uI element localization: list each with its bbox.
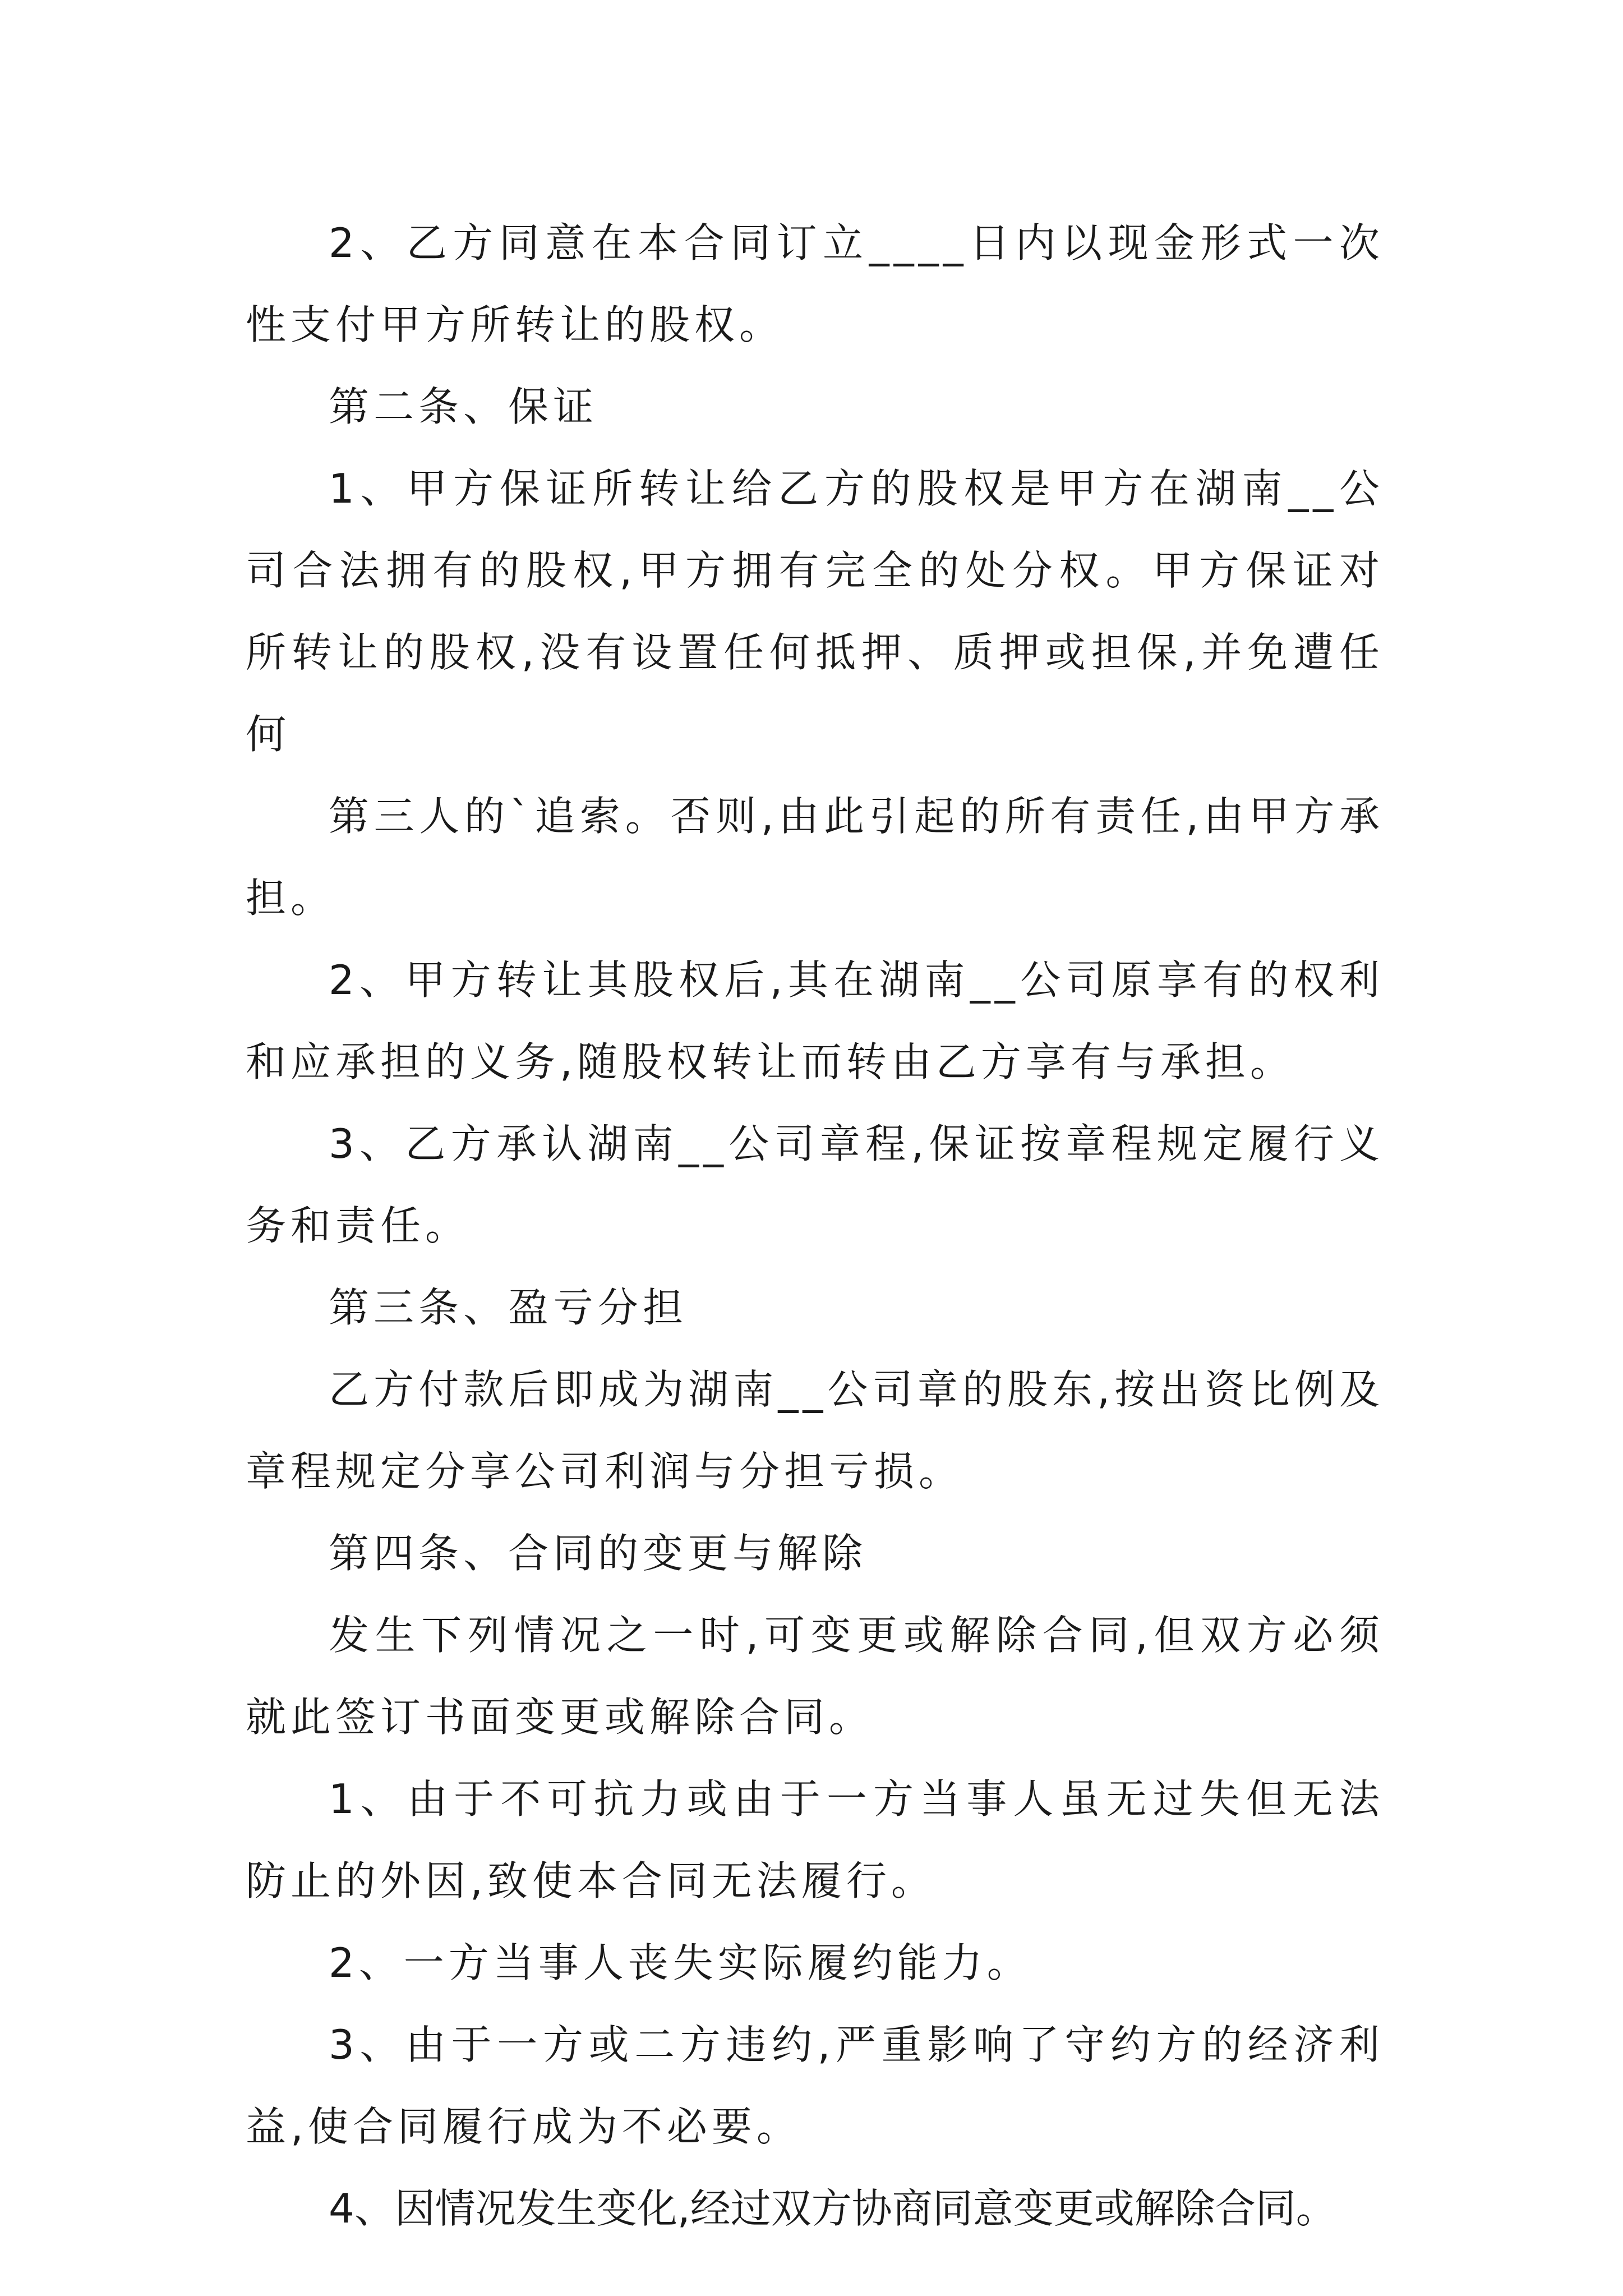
paragraph-modification-intro: 发生下列情况之一时,可变更或解除合同,但双方必须就此签订书面变更或解除合同。	[246, 1612, 1384, 1741]
paragraph-guarantee-3: 3、乙方承认湖南__公司章程,保证按章程规定履行义务和责任。	[246, 1120, 1384, 1249]
paragraph-third-party-claims: 第三人的`追索。否则,由此引起的所有责任,由甲方承担。	[246, 793, 1384, 922]
paragraph-guarantee-1: 1、甲方保证所转让给乙方的股权是甲方在湖南__公司合法拥有的股权,甲方拥有完全的处分权。甲方保证对所转让的股权,没有设置任何抵押、质押或担保,并免遭任何	[246, 465, 1384, 758]
paragraph-modification-4: 4、因情况发生变化,经过双方协商同意变更或解除合同。	[329, 2185, 1336, 2232]
paragraph-payment-terms: 2、乙方同意在本合同订立____日内以现金形式一次性支付甲方所转让的股权。	[246, 219, 1384, 348]
section-heading-modification: 第四条、合同的变更与解除	[329, 1530, 868, 1577]
document-body	[246, 202, 1384, 2249]
paragraph-profit-loss: 乙方付款后即成为湖南__公司章的股东,按出资比例及章程规定分享公司利润与分担亏损。	[246, 1366, 1384, 1495]
paragraph-modification-3: 3、由于一方或二方违约,严重影响了守约方的经济利益,使合同履行成为不必要。	[246, 2021, 1384, 2150]
section-heading-guarantee: 第二条、保证	[329, 383, 598, 430]
section-heading-profit-loss: 第三条、盈亏分担	[329, 1284, 688, 1331]
paragraph-modification-2: 2、一方当事人丧失实际履约能力。	[329, 1939, 1032, 1986]
paragraph-guarantee-2: 2、甲方转让其股权后,其在湖南__公司原享有的权利和应承担的义务,随股权转让而转由乙方享有与承担。	[246, 956, 1384, 1085]
paragraph-modification-1: 1、由于不可抗力或由于一方当事人虽无过失但无法防止的外因,致使本合同无法履行。	[246, 1775, 1384, 1904]
